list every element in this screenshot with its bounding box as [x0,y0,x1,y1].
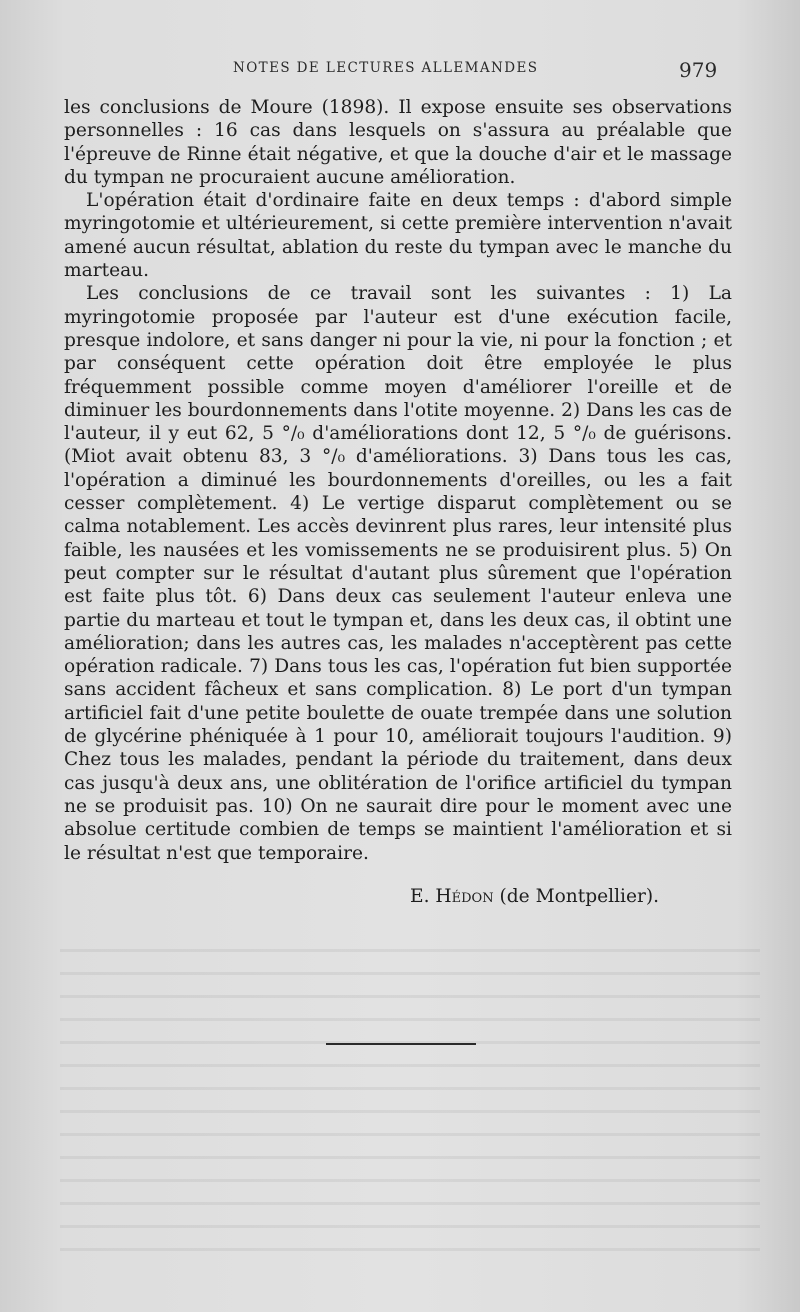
show-through-texture [60,935,760,1265]
author-signature [410,885,710,909]
signature-name: Hédon [435,886,494,907]
paragraph-1: les conclusions de Moure (1898). Il expose ensuite ses observations personnelles : 16 cas dans lesquels on s'assura au préalable que l'épreuve de Rinne était négative, et que la douche d'air et le massage du tympan ne procuraient aucune amélioration. [64,97,732,188]
paragraph-2: L'opération était d'ordinaire faite en deux temps : d'abord simple myringotomie et ultérieurement, si cette première intervention n'avait amené aucun résultat, ablation du reste du tympan avec le manche du marteau. [64,190,732,282]
paragraph-3: Les conclusions de ce travail sont les suivantes : 1) La myringotomie proposée par l'auteur est d'une exécution facile, presque indolore, et sans danger ni pour la vie, ni pour la fonction ; et par conséquent cette opération doit être employée le plus fréquemment possible comme moyen d'améliorer l'oreille et de diminuer les bourdonnements dans l'otite moyenne. 2) Dans les cas de l'auteur, il y eut 62, 5 °/₀ d'améliorations dont 12, 5 °/₀ de guérisons. (Miot avait obtenu 83, 3 °/₀ d'améliorations. 3) Dans tous les cas, l'opération a diminué les bourdonnements d'oreilles, ou les a fait cesser complètement. 4) Le vertige disparut complètement ou se calma notablement. Les accès devinrent plus rares, leur intensité plus faible, les nausées et les vomissements ne se produisirent plus. 5) On peut compter sur le résultat d'autant plus sûrement que l'opération est faite plus tôt. 6) Dans deux cas seulement l'auteur enleva une partie du marteau et tout le tympan et, dans les deux cas, il obtint une amélioration; dans les autres cas, les malades n'acceptèrent pas cette opération radicale. 7) Dans tous les cas, l'opération fut bien supportée sans accident fâcheux et sans complication. 8) Le port d'un tympan artificiel fait d'une petite boulette de ouate trempée dans une solution de glycérine phéniquée à 1 pour 10, améliorait toujours l'audition. 9) Chez tous les malades, pendant la période du traitement, dans deux cas jusqu'à deux ans, une oblitération de l'orifice artificiel du tympan ne se produisit pas. 10) On ne saurait dire pour le moment avec une absolue certitude combien de temps se maintient l'amélioration et si le résultat n'est que temporaire. [64,283,732,864]
signature-initial: E. [410,886,430,907]
article-body [64,96,732,865]
section-divider-rule [326,1043,476,1045]
signature-affiliation: (de Montpellier). [499,886,660,907]
running-title: NOTES DE LECTURES ALLEMANDES [233,60,539,76]
page-header [0,58,800,86]
page-number: 979 [679,58,718,82]
